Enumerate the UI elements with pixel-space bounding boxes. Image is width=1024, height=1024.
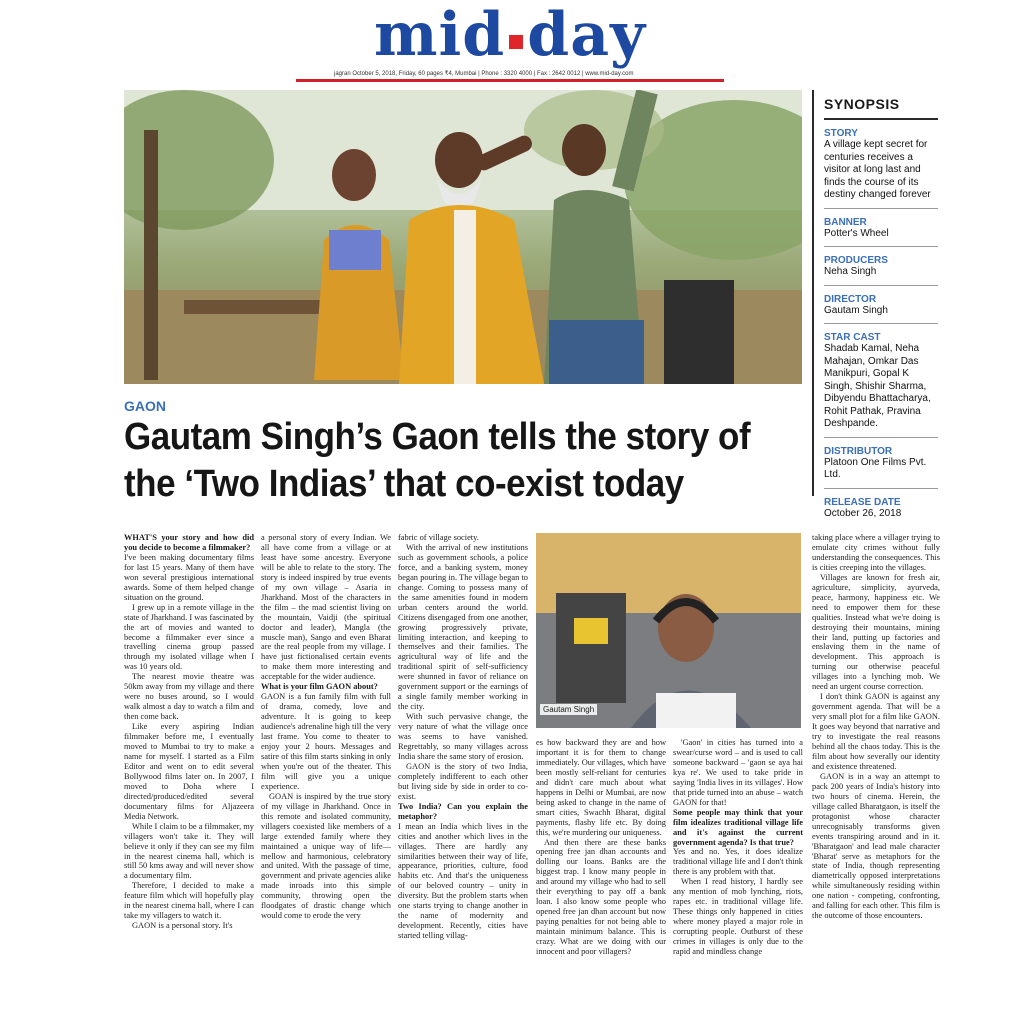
synopsis-cast-value: Shadab Kamal, Neha Mahajan, Omkar Das Manikpuri, Gopal K Singh, Shishir Sharma, Dibyendu Bhattacharya, Rohit Pathak, Pravina Deshpande. [824,343,938,438]
body-paragraph: I don't think GAON is against any government agenda. That will be a very small plot for a film like GAON. It goes way beyond that narrative and try to investigate the real reasons behind all the chaos today. This is the film about how severally our identity and existence threatened. [812,692,940,771]
body-column-4 [536,738,666,1023]
interview-question: WHAT'S your story and how did you decide to become a filmmaker? [124,533,254,552]
director-illustration [536,533,801,728]
body-paragraph: es how backward they are and how important it is for them to change immediately. Our villages, which have been mostly self-reliant for centuries and didn't care much about what happens in Delhi or Mumbai, are now being asked to change in the name of smart cities, Swachh Bharat, digital payments, flashy life etc. By doing this, we're murdering our uniqueness. [536,738,666,837]
synopsis-director-head: DIRECTOR [824,293,877,305]
body-column-1 [124,533,254,1023]
body-column-3 [398,533,528,1023]
film-still-illustration [124,90,802,384]
headline: Gautam Singh’s Gaon tells the story of the ‘Two Indias’ that co-exist today [124,416,751,505]
body-paragraph: I grew up in a remote village in the state of Jharkhand. I was fascinated by the art of movies and wanted to become a filmmaker ever since a travelling cinema group passed through my isolated village when I was 10 years old. [124,602,254,672]
interview-question: What is your film GAON about? [261,682,378,692]
logo-left: mid [374,0,506,70]
body-paragraph: GAON is in a way an attempt to pack 200 years of India's history into two hours of cinema. Herein, the village called Bharatgaon, is itself the protagonist whose character unrecognisably transforms given events transpiring around and in it. 'Bharatgaon' and lead male character 'Bharat' serve as metaphors for the state of India, though representing diametrically opposed interpretations while simultaneously residing within one nation - competing, confronting, and falling for each other. This film is the outcome of those encounters. [812,771,940,921]
synopsis-release-head: RELEASE DATE [824,496,901,508]
body-paragraph: The nearest movie theatre was 50km away from my village and there were no buses around, so I would walk almost a day to watch a film and then come back. [124,672,254,722]
body-paragraph: Therefore, I decided to make a feature film which will hopefully play in the nearest cinema hall, where I can take my villagers to watch it. [124,881,254,921]
body-paragraph: taking place where a villager trying to emulate city crimes without fully understanding the consequences. This is cities creeping into the villages. [812,533,940,572]
body-column-5 [673,738,803,1023]
synopsis-director-value: Gautam Singh [824,305,938,325]
body-paragraph: With such pervasive change, the very nature of what the village once was seems to have vanished. Regrettably, so many villages across India share the same story of erosion. [398,712,528,761]
body-paragraph: When I read history, I hardly see any mention of mob lynching, riots, rapes etc. in traditional village life. These things only happened in cities where money played a major role in corrupting people. Outburst of these crimes in villages is only due to the rapid and mindless change [673,877,803,957]
body-paragraph: GOAN is inspired by the true story of my village in Jharkhand. Once in this remote and isolated community, villagers coexisted like members of a large extended family where they maintained a unique way of life— mellow and harmonious, celebratory and united. With the passage of time, government and private agencies alike made inroads into this simple community, throwing open the floodgates of drastic change which would come to erode the very [261,791,391,921]
photo-caption: Gautam Singh [540,704,597,715]
newspaper-logo [290,0,730,70]
synopsis-story-head: STORY [824,128,858,139]
director-photo [536,533,801,728]
synopsis-story-value: A village kept secret for centuries receives a visitor at long last and finds the course of its destiny changed forever [824,139,938,209]
body-paragraph: Villages are known for fresh air, agriculture, simplicity, ayurveda, peace, harmony, happiness etc. We need to empower them for these qualities. Instead what we're doing is destroying their mountains, mining their land, putting up factories and enslaving them in the name of development. This approach is turning our otherwise peaceful villages into a lynching mob. We need an urgent course correction. [812,572,940,692]
synopsis-box [812,90,938,519]
dateline: jagran October 5, 2018, Friday, 60 pages ₹4, Mumbai | Phone : 3320 4000 | Fax : 2642 0012 | www.mid-day.com [334,71,634,77]
synopsis-distributor-value: Platoon One Films Pvt. Ltd. [824,457,938,489]
film-still-photo [124,90,802,384]
synopsis-release-value: October 26, 2018 [824,507,902,519]
body-paragraph: 'Gaon' in cities has turned into a swear/curse word – and is used to call someone backward – 'gaon se aya hai kya re'. We used to take pride in saying 'India lives in its villages'. How that pride turned into an abuse – watch GAON for that! [673,738,803,807]
logo-dot [509,35,523,49]
synopsis-banner-head: BANNER [824,216,867,228]
body-paragraph: I've been making documentary films for last 15 years. Many of them have won several prestigious international awards. Some of them helped change situation on the ground. [124,552,254,602]
synopsis-producers-head: PRODUCERS [824,255,888,266]
interview-question: Some people may think that your film idealizes traditional village life and it's against the current government agenda? Is that true? [673,807,803,847]
body-paragraph: fabric of village society. [398,533,479,542]
synopsis-producers-value: Neha Singh [824,266,938,286]
synopsis-title: SYNOPSIS [824,96,938,120]
logo-right: day [527,0,646,70]
masthead-rule [296,79,724,82]
body-column-2 [261,533,391,1023]
synopsis-banner-value: Potter's Wheel [824,228,938,248]
body-paragraph: While I claim to be a filmmaker, my villagers won't take it. They will believe it only if they can see my film in the nearest cinema hall, which is still 50 kms away and will never show a documentary film. [124,821,254,881]
body-paragraph: Like every aspiring Indian filmmaker before me, I eventually moved to Mumbai to try to make a name for myself. I started as a Film Editor and went on to edit several Bollywood films later on. In 2007, I moved to Doha where I directed/produced/edited several documentary films for Aljazeera Media Network. [124,722,254,821]
body-column-6 [812,533,940,1023]
masthead [290,0,730,82]
body-paragraph: a personal story of every Indian. We all have come from a village or at least have some ancestry. Everyone will be able to relate to the story. The story is indeed inspired by true events of my own village – Asaria in Jharkhand. Most of the characters in the film – the mad scientist living on the mountain, Vaidji (the spiritual doctor and leader), Mangla (the muscle man), Sango and even Bharat are the real people from my village. I have just fictionalised certain events to make them more interesting and acceptable for the wider audience. [261,533,391,682]
synopsis-cast-head: STAR CAST [824,332,881,343]
synopsis-distributor-head: DISTRIBUTOR [824,445,893,457]
body-paragraph: I mean an India which lives in the cities and another which lives in the villages. There are hardly any similarities between their way of life, appearance, priorities, culture, food habits etc. And that's the uniqueness of our beloved country – unity in diversity. But the problem starts when one starts trying to change another in the name of modernity and development. Recently, cities have started telling villag- [398,821,528,941]
body-paragraph: And then there are these banks opening free jan dhan accounts and dolling our loans. Banks are the biggest trap. I know many people in and around my village who had to sell their everything to pay off a bank loan. I also know some people who opened free jan dhan account but now paying penalties for not being able to maintain minimum balance. This is crazy. What are we doing with our innocent and poor villagers? [536,837,666,957]
body-paragraph: GAON is the story of two India, completely indifferent to each other but living side by side in order to co-exist. [398,761,528,801]
body-paragraph: GAON is a fun family film with full of drama, comedy, love and adventure. It is going to keep audience's adrenaline high till the very last frame. You come to theater to enjoy your 2 hours. Messages and satire of this film starts sinking in only when you're out of the theater. This film will give you a unique experience. [261,692,391,791]
section-kicker: GAON [124,398,166,414]
body-paragraph: Yes and no. Yes, it does idealize traditional village life and I don't think there is any problem with that. [673,847,803,877]
body-paragraph: GAON is a personal story. It's [132,921,233,931]
body-paragraph: With the arrival of new institutions such as government schools, a police force, and a banking system, money began pouring in. The village began to change. Coming to possess many of the same amenities found in modern urban centers around the world. Citizens disengaged from one another, growing progressively private, limiting interaction, and keeping to themselves and their families. The agricultural way of life and the traditional spirit of self-sufficiency were shunned in favor of reliance on government support or the earnings of a single family member working in the city. [398,542,528,712]
interview-question: Two India? Can you explain the metaphor? [398,801,528,821]
